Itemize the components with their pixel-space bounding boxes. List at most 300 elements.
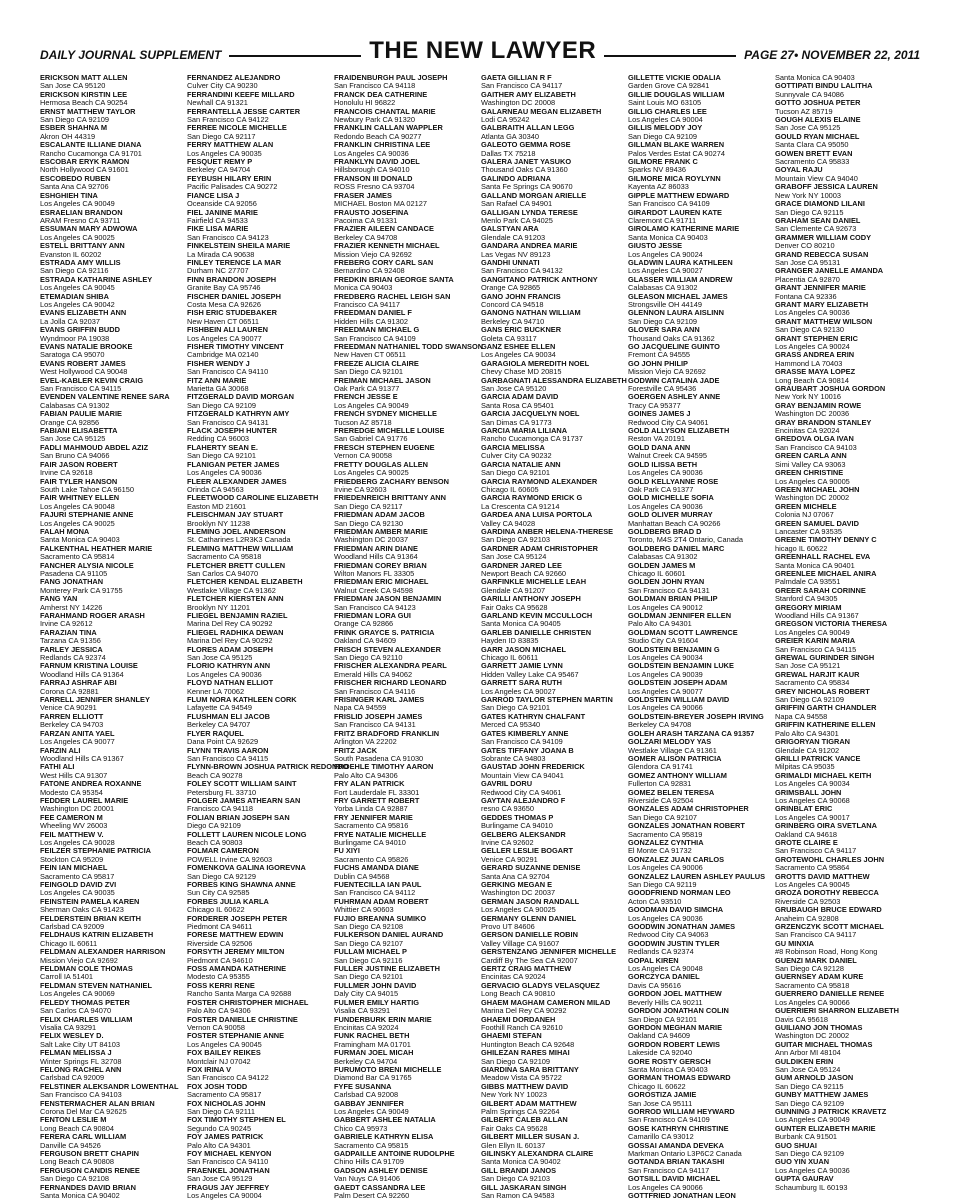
attorney-name: GARCIA MELISSA — [481, 442, 545, 452]
attorney-name: FEDDER LAUREL MARIE — [40, 795, 129, 805]
list-item — [40, 662, 177, 679]
attorney-address: San Diego CA 92111 — [187, 1106, 255, 1116]
list-item — [481, 982, 618, 999]
attorney-address: New York NY 10003 — [775, 190, 842, 200]
attorney-name: FLUSHMAN ELI JACOB — [187, 711, 270, 721]
attorney-address: Los Angeles CA 90039 — [628, 669, 703, 679]
list-item — [628, 789, 765, 806]
list-item — [187, 444, 324, 461]
list-item — [40, 814, 177, 831]
attorney-address: Fontana CA 92336 — [775, 291, 837, 301]
list-item — [775, 923, 912, 940]
attorney-address: Lafayette CA 94549 — [187, 703, 252, 713]
attorney-address: Dublin CA 94568 — [334, 871, 390, 881]
attorney-address: Fullerton CA 92831 — [628, 779, 692, 789]
attorney-address: San Francisco CA 94118 — [334, 81, 416, 91]
attorney-address: San Rafael CA 94901 — [481, 199, 553, 209]
list-item — [481, 158, 618, 175]
attorney-name: FISH ERIC STUDEBAKER — [187, 308, 277, 318]
attorney-name: FUCHS AMANDA DIANE — [334, 863, 419, 873]
attorney-name: EVENDEN VALENTINE RENEE SARA — [40, 392, 170, 402]
attorney-address: Irvine CA 92618 — [40, 468, 93, 478]
attorney-address: Sun City CA 92585 — [187, 888, 250, 898]
attorney-name: GARCIA RAYMOND ALEXANDER — [481, 476, 598, 486]
attorney-name: FIEL JANINE MARIE — [187, 207, 258, 217]
attorney-address: Fair Oaks CA 95628 — [481, 1123, 548, 1133]
list-item — [40, 595, 177, 612]
attorney-name: GREER SARAH CORINNE — [775, 585, 866, 595]
attorney-address: Placentia CA 92870 — [775, 274, 840, 284]
attorney-address: Calabasas CA 91302 — [40, 400, 110, 410]
attorney-name: GABBERT ASHLEE NATALIA — [334, 1115, 436, 1125]
list-item — [775, 267, 912, 284]
attorney-name: GILL JASKARAN SINGH — [481, 1182, 567, 1192]
list-item — [628, 805, 765, 822]
list-item — [481, 209, 618, 226]
attorney-name: FLEER ALEXANDER JAMES — [187, 476, 287, 486]
attorney-name: GHAEMI DORDANEH — [481, 1014, 556, 1024]
attorney-name: FLORIO KATHRYN ANN — [187, 661, 271, 671]
attorney-address: Westlake Village CA 91362 — [187, 585, 276, 595]
attorney-address: #8 Robinson Road, Hong Kong — [775, 947, 878, 957]
attorney-name: GORE ROSTY GERSCH — [628, 1056, 711, 1066]
attorney-name: FLOYD NATHAN ELLIOT — [187, 678, 274, 688]
list-item — [628, 108, 765, 125]
attorney-name: FRISCH STEVEN ALEXANDER — [334, 644, 441, 654]
list-item — [187, 511, 324, 528]
attorney-address: Orange CA 92866 — [334, 619, 394, 629]
attorney-name: ERICKSON MATT ALLEN — [40, 73, 128, 82]
list-item — [481, 1133, 618, 1150]
attorney-name: FOY JAMES PATRICK — [187, 1132, 264, 1142]
attorney-address: Walnut Creek CA 94598 — [334, 585, 414, 595]
list-item — [187, 629, 324, 646]
attorney-address: Palo Alto CA 94306 — [334, 770, 398, 780]
attorney-name: GREEN SAMUEL DAVID — [775, 518, 859, 528]
attorney-address: Colonia NJ 07067 — [775, 510, 834, 520]
attorney-name: FATHI ALI — [40, 762, 75, 772]
list-item — [481, 326, 618, 343]
attorney-address: San Francisco CA 94116 — [334, 686, 416, 696]
listing-column — [40, 74, 177, 1200]
attorney-name: GREEN CARLA ANN — [775, 451, 847, 461]
attorney-name: FELMAN MELISSA J — [40, 1048, 112, 1058]
attorney-name: GILMORE FRANK C — [628, 157, 698, 167]
attorney-address: Washington DC 20002 — [775, 493, 850, 503]
attorney-address: La Jolla CA 92037 — [40, 316, 100, 326]
attorney-address: Beverly Hills CA 90211 — [628, 997, 703, 1007]
attorney-name: FORSYTH JEREMY MILTON — [187, 947, 285, 957]
list-item — [628, 427, 765, 444]
list-item — [40, 377, 177, 394]
list-item — [40, 1049, 177, 1066]
attorney-name: FOY MICHAEL KENYON — [187, 1149, 272, 1158]
list-item — [628, 158, 765, 175]
attorney-name: GIPPLE MATTHEW EDWARD — [628, 190, 730, 200]
attorney-address: Segundo CA 90245 — [187, 1123, 252, 1133]
attorney-address: Encinitas CA 92024 — [481, 972, 546, 982]
list-item — [187, 713, 324, 730]
attorney-name: FINN BRANDON JOSEPH — [187, 274, 277, 284]
attorney-address: Evanston IL 60202 — [40, 249, 102, 259]
list-item — [481, 444, 618, 461]
list-item — [40, 545, 177, 562]
attorney-address: San Diego CA 92107 — [628, 812, 698, 822]
attorney-name: GRANT JENNIFER MARIE — [775, 283, 866, 293]
attorney-address: Los Angeles CA 90027 — [628, 266, 703, 276]
attorney-name: FELIX CHARLES WILLIAM — [40, 1014, 133, 1024]
list-item — [334, 1016, 471, 1033]
attorney-address: San Diego CA 92130 — [334, 518, 404, 528]
list-item — [187, 965, 324, 982]
list-item — [187, 696, 324, 713]
attorney-name: GRAY BRANDON STANLEY — [775, 417, 872, 427]
attorney-name: GARLEB DANIELLE CHRISTEN — [481, 627, 592, 637]
list-item — [187, 360, 324, 377]
attorney-address: Calabasas CA 91302 — [628, 552, 698, 562]
attorney-name: FRITZ BRADFORD FRANKLIN — [334, 728, 440, 738]
attorney-address: Oakland CA 94618 — [775, 829, 838, 839]
listing-columns — [40, 74, 920, 1200]
list-item — [40, 410, 177, 427]
attorney-name: GUPTA GAURAV — [775, 1174, 834, 1184]
list-item — [40, 1184, 177, 1200]
attorney-address: Palmdale CA 93551 — [775, 577, 841, 587]
attorney-name: FLEISCHMAN JAY STUART — [187, 510, 284, 520]
list-item — [775, 1142, 912, 1159]
list-item — [481, 91, 618, 108]
attorney-name: FOMENKOVA GALINA IGOREVNA — [187, 863, 306, 873]
attorney-name: GEDDES THOMAS P — [481, 812, 554, 822]
attorney-address: Valley Village CA 91607 — [481, 938, 560, 948]
list-item — [628, 461, 765, 478]
list-item — [40, 797, 177, 814]
attorney-name: FALAH MONA — [40, 526, 90, 536]
attorney-address: Los Angeles CA 90025 — [40, 518, 115, 528]
attorney-name: GOROSTIZA JAMIE — [628, 1090, 697, 1100]
list-item — [187, 797, 324, 814]
attorney-address: Los Angeles CA 90025 — [40, 232, 115, 242]
attorney-address: Durham NC 27707 — [187, 266, 249, 276]
listing-column — [481, 73, 627, 1200]
attorney-name: GARROD TAYLOR STEPHEN MARTIN — [481, 695, 613, 705]
list-item — [187, 847, 324, 864]
list-item — [334, 780, 471, 797]
attorney-address: San Diego CA 92109 — [481, 1056, 551, 1066]
list-item — [187, 108, 324, 125]
attorney-address: Los Angeles CA 90036 — [628, 913, 703, 923]
list-item — [187, 780, 324, 797]
list-item — [481, 797, 618, 814]
attorney-address: Corona Del Mar CA 92625 — [40, 1106, 127, 1116]
list-item — [40, 1116, 177, 1133]
attorney-address: San Diego CA 92107 — [334, 938, 404, 948]
attorney-address: Garden Grove CA 92841 — [628, 81, 710, 91]
attorney-address: Francisco CA 94117 — [334, 299, 401, 309]
attorney-name: GRIFFIN KATHERINE ELLEN — [775, 720, 876, 730]
attorney-address: San Jose CA 95120 — [481, 384, 547, 394]
list-item — [40, 259, 177, 276]
attorney-name: FLANIGAN PETER JAMES — [187, 459, 280, 469]
list-item — [334, 999, 471, 1016]
list-item — [481, 898, 618, 915]
list-item — [775, 587, 912, 604]
list-item — [187, 427, 324, 444]
attorney-address: Long Beach CA 90810 — [481, 989, 555, 999]
attorney-name: FRENCH JESSE E — [334, 392, 398, 402]
attorney-address: Burbank CA 91501 — [775, 1132, 838, 1142]
attorney-name: GREY NICHOLAS ROBERT — [775, 686, 870, 696]
page-number-date: PAGE 27• NOVEMBER 22, 2011 — [744, 48, 920, 62]
attorney-name: GREEN CHRISTINE — [775, 468, 844, 478]
attorney-address: Concord CA 94518 — [481, 299, 544, 309]
attorney-name: EVANS GRIFFIN BUDD — [40, 325, 120, 335]
list-item — [187, 1016, 324, 1033]
list-item — [775, 1125, 912, 1142]
list-item — [775, 166, 912, 183]
attorney-address: San Ramon CA 94583 — [481, 1191, 555, 1200]
attorney-name: GLADWIN LAURA KATHLEEN — [628, 257, 733, 267]
list-item — [775, 503, 912, 520]
attorney-address: Beach CA 90803 — [187, 837, 243, 847]
attorney-name: FORBES JULIA KARLA — [187, 896, 269, 906]
attorney-address: Santa Monica CA 90403 — [40, 535, 120, 545]
list-item — [334, 713, 471, 730]
attorney-name: GUM ARNOLD JASON — [775, 1073, 854, 1083]
attorney-address: San Diego CA 92108 — [40, 1174, 110, 1184]
attorney-address: Long Beach CA 90814 — [775, 375, 849, 385]
list-item — [187, 864, 324, 881]
attorney-address: Studio City CA 91604 — [628, 636, 699, 646]
attorney-name: GILBERT MILLER SUSAN J. — [481, 1132, 580, 1142]
list-item — [40, 242, 177, 259]
attorney-name: GOODWIN JUSTIN TYLER — [628, 938, 720, 948]
attorney-name: GRINBLAT ERIC — [775, 804, 833, 814]
list-item — [775, 604, 912, 621]
list-item — [628, 940, 765, 957]
attorney-address: Los Angeles CA 90066 — [628, 703, 703, 713]
attorney-name: FRISCHER ALEXANDRA PEARL — [334, 661, 447, 671]
attorney-address: Toronto, M4S 2T4 Ontario, Canada — [628, 535, 744, 545]
attorney-address: Vernon CA 90058 — [187, 1022, 245, 1032]
list-item — [334, 948, 471, 965]
list-item — [481, 192, 618, 209]
attorney-address: San Bruno CA 94066 — [40, 451, 110, 461]
list-item — [481, 730, 618, 747]
list-item — [334, 864, 471, 881]
attorney-name: FRIEDMAN ADAM JACOB — [334, 510, 425, 520]
list-item — [481, 375, 627, 394]
attorney-address: South Lake Tahoe CA 96150 — [40, 484, 134, 494]
attorney-name: GOLD KELLYANNE ROSE — [628, 476, 719, 486]
attorney-name: FREIMAN MICHAEL JASON — [334, 375, 431, 385]
list-item — [775, 704, 912, 721]
list-item — [187, 1032, 324, 1049]
list-item — [187, 192, 324, 209]
attorney-address: Goleta CA 93117 — [481, 333, 537, 343]
list-item — [628, 326, 765, 343]
list-item — [775, 990, 912, 1007]
attorney-name: GANONG NATHAN WILLIAM — [481, 308, 581, 318]
attorney-address: Los Angeles CA 90024 — [628, 249, 703, 259]
list-item — [40, 309, 177, 326]
attorney-name: GREDOVA OLGA IVAN — [775, 434, 854, 444]
list-item — [775, 1074, 912, 1091]
list-item — [481, 612, 618, 629]
attorney-address: Palo Alto CA 94301 — [775, 728, 839, 738]
attorney-name: FELONG RACHEL ANN — [40, 1064, 122, 1074]
list-item — [187, 309, 324, 326]
list-item — [481, 360, 618, 377]
attorney-name: FUENTECILLA IAN PAUL — [334, 880, 422, 889]
list-item — [775, 755, 912, 772]
attorney-name: GRAUBART JOSHUA GORDON — [775, 384, 886, 394]
attorney-address: San Diego CA 92101 — [628, 1014, 698, 1024]
attorney-name: GERSON DANIELLE ROBIN — [481, 930, 578, 940]
attorney-address: Cardiff By The Sea CA 92007 — [481, 955, 578, 965]
list-item — [628, 822, 765, 839]
attorney-address: San Diego CA 92117 — [334, 501, 403, 511]
attorney-name: GADSON ASHLEY DENISE — [334, 1165, 428, 1175]
attorney-name: GOMER ALISON PATRICIA — [628, 753, 722, 763]
list-item — [481, 679, 618, 696]
attorney-name: GOERGEN ASHLEY ANNE — [628, 392, 721, 402]
list-item — [40, 192, 177, 209]
list-item — [481, 1083, 618, 1100]
list-item — [481, 713, 618, 730]
attorney-name: FISCHER DANIEL JOSEPH — [187, 291, 281, 301]
list-item — [187, 410, 324, 427]
list-item — [40, 864, 177, 881]
attorney-address: Los Angeles CA 90004 — [187, 1191, 262, 1200]
list-item — [628, 528, 765, 545]
attorney-address: Chico CA 95973 — [334, 1123, 388, 1133]
attorney-address: Wyndmoor PA 19038 — [40, 333, 110, 343]
list-item — [187, 158, 324, 175]
list-item — [481, 763, 618, 780]
attorney-address: Tucson AZ 85718 — [334, 417, 392, 427]
attorney-address: San Francisco CA 94112 — [334, 888, 416, 898]
attorney-name: FANG YAN — [40, 594, 78, 604]
attorney-address: Hillsborough CA 94010 — [334, 165, 410, 175]
attorney-address: Las Vegas NV 89123 — [481, 249, 551, 259]
attorney-address: Rancho Cucamonga CA 91737 — [481, 434, 583, 444]
list-item — [334, 175, 471, 192]
attorney-address: Riverside CA 92503 — [775, 896, 841, 906]
list-item — [775, 822, 912, 839]
attorney-name: GANZ ESHEE ELLEN — [481, 342, 556, 351]
attorney-address: Orinda CA 94563 — [187, 484, 244, 494]
attorney-name: FREEZE ALICIA CLAIRE — [334, 358, 419, 368]
list-item — [628, 889, 765, 906]
list-item — [775, 1091, 912, 1108]
attorney-address: Davis CA 95616 — [628, 980, 681, 990]
attorney-address: Los Angeles CA 90049 — [40, 199, 115, 209]
list-item — [628, 276, 765, 293]
attorney-address: San Francisco CA 94115 — [40, 384, 122, 394]
attorney-address: Los Angeles CA 90012 — [628, 602, 703, 612]
attorney-name: GONZALEZ LAUREN ASHLEY PAULUS — [628, 871, 766, 881]
attorney-name: FARREN ELLIOTT — [40, 711, 104, 721]
list-item — [40, 175, 177, 192]
attorney-name: GATES TIFFANY JOANA B — [481, 745, 574, 755]
attorney-name: GALARNEAU MEGAN ELIZABETH — [481, 106, 602, 116]
attorney-name: FREEDMAN DANIEL F — [334, 308, 412, 318]
attorney-address: Piedmont CA 94611 — [187, 922, 253, 932]
attorney-address: San Carlos CA 94070 — [187, 568, 259, 578]
attorney-address: Sacramento CA 95817 — [40, 871, 115, 881]
list-item — [187, 259, 324, 276]
list-item — [187, 831, 324, 848]
attorney-name: FRAENKEL JONATHAN — [187, 1165, 270, 1175]
list-item — [187, 730, 324, 747]
attorney-name: FELDERSTEIN BRIAN KEITH — [40, 913, 142, 923]
list-item — [775, 469, 912, 486]
attorney-address: Santa Monica CA 90403 — [628, 1064, 708, 1074]
list-item — [187, 1184, 324, 1200]
list-item — [628, 562, 765, 579]
attorney-address: Carlsbad CA 92009 — [40, 1073, 105, 1083]
list-item — [481, 1150, 618, 1167]
list-item — [40, 393, 177, 410]
attorney-address: San Jose CA 95111 — [628, 1098, 693, 1108]
attorney-name: GARCIA ADAM DAVID — [481, 392, 559, 402]
attorney-name: FENSTERMACHER ALAN BRIAN — [40, 1098, 155, 1108]
attorney-name: GOLDEN JOHN RYAN — [628, 577, 705, 587]
attorney-name: FRIEDMAN ERIC MICHAEL — [334, 577, 429, 587]
list-item — [481, 141, 618, 158]
list-item — [187, 948, 324, 965]
list-item — [334, 309, 471, 326]
attorney-address: Chicago IL 60611 — [40, 938, 98, 948]
list-item — [40, 898, 177, 915]
list-item — [187, 612, 324, 629]
attorney-name: FARNUM KRISTINA LOUISE — [40, 661, 138, 671]
list-item — [334, 74, 471, 91]
attorney-name: GONZALEZ CYNTHIA — [628, 837, 704, 847]
attorney-name: ETEMADIAN SHIBA — [40, 291, 109, 301]
attorney-name: FOSTER STEPHANIE ANNE — [187, 1031, 285, 1041]
attorney-address: Sacramento CA 95834 — [775, 678, 850, 688]
list-item — [775, 570, 912, 587]
attorney-name: FLORES ADAM JOSEPH — [187, 644, 273, 654]
list-item — [775, 318, 912, 335]
list-item — [481, 242, 618, 259]
attorney-name: GOODMAN DAVID SIMCHA — [628, 905, 724, 915]
attorney-name: GUERRERO DANIELLE RENEE — [775, 989, 885, 999]
attorney-name: GUNNING J PATRICK KRAVETZ — [775, 1106, 887, 1116]
attorney-name: GARDEA ANA LUISA PORTOLA — [481, 510, 593, 520]
attorney-name: FEYBUSH HILARY ERIN — [187, 173, 272, 183]
attorney-address: Los Angeles CA 90066 — [628, 1182, 703, 1192]
attorney-address: Hidden Valley Lake CA 95467 — [481, 669, 579, 679]
attorney-name: FAIR TYLER HANSON — [40, 476, 118, 486]
attorney-address: San Francisco CA 94109 — [481, 737, 563, 747]
attorney-name: FRANSON III DONALD — [334, 173, 413, 183]
list-item — [628, 141, 765, 158]
attorney-address: Washington DC 20001 — [40, 804, 115, 814]
list-item — [481, 1049, 618, 1066]
list-item — [481, 1116, 618, 1133]
attorney-address: Santa Monica CA 90405 — [481, 619, 561, 629]
attorney-address: San Diego CA 92117 — [187, 131, 256, 141]
attorney-name: FOX BAILEY REIKES — [187, 1048, 261, 1058]
attorney-name: GU MINXIA — [775, 938, 815, 948]
attorney-address: Monterey Park CA 91755 — [40, 585, 123, 595]
list-item — [40, 108, 177, 125]
attorney-name: GORROD WILLIAM HEYWARD — [628, 1106, 735, 1116]
attorney-address: Los Angeles CA 90035 — [40, 888, 115, 898]
